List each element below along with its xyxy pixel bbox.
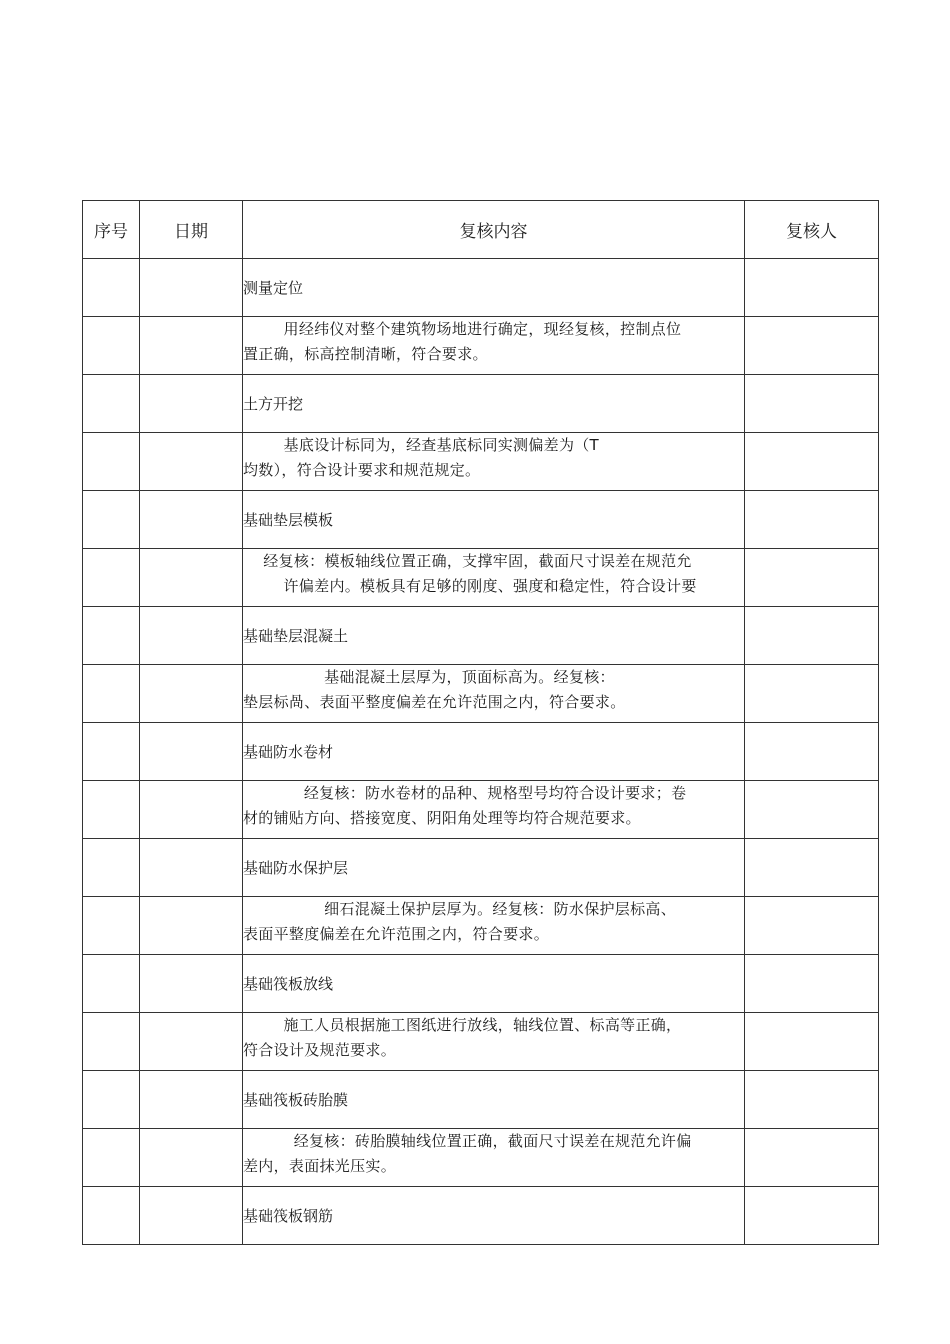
reviewer-cell — [745, 1071, 879, 1129]
item-title: 基础垫层混凝土 — [243, 626, 349, 645]
reviewer-cell — [745, 375, 879, 433]
item-title: 测量定位 — [243, 278, 304, 297]
index-cell — [83, 897, 140, 955]
item-title-cell — [243, 375, 745, 433]
item-description-wrap — [243, 1013, 744, 1063]
index-cell — [83, 317, 140, 375]
item-description-wrap — [243, 897, 744, 947]
item-title: 基础防水卷材 — [243, 742, 334, 761]
index-cell — [83, 665, 140, 723]
reviewer-cell — [745, 491, 879, 549]
reviewer-cell — [745, 665, 879, 723]
item-description-cell — [243, 549, 745, 607]
date-cell — [140, 955, 243, 1013]
item-title: 基础筏板砖胎膜 — [243, 1090, 349, 1109]
table-body — [83, 259, 879, 1245]
table-row — [83, 433, 879, 491]
table-row — [83, 491, 879, 549]
item-description-cell — [243, 665, 745, 723]
table-row — [83, 665, 879, 723]
item-description-cell — [243, 1013, 745, 1071]
table-row — [83, 259, 879, 317]
date-cell — [140, 549, 243, 607]
reviewer-cell — [745, 317, 879, 375]
table-row — [83, 549, 879, 607]
reviewer-cell — [745, 1187, 879, 1245]
item-description-cell — [243, 781, 745, 839]
review-table — [82, 200, 879, 1245]
date-cell — [140, 491, 243, 549]
index-cell — [83, 1129, 140, 1187]
index-cell — [83, 723, 140, 781]
item-description: 经复核：砖胎膜轴线位置正确，截面尺寸误差在规范允许偏 差内，表面抹光压实。 — [243, 1132, 692, 1175]
index-cell — [83, 375, 140, 433]
date-cell — [140, 317, 243, 375]
item-description-cell — [243, 897, 745, 955]
reviewer-cell — [745, 839, 879, 897]
reviewer-cell — [745, 781, 879, 839]
header-date: 日期 — [140, 201, 243, 259]
table-row — [83, 955, 879, 1013]
date-cell — [140, 607, 243, 665]
table-row — [83, 1013, 879, 1071]
index-cell — [83, 839, 140, 897]
item-description-wrap — [243, 665, 744, 715]
date-cell — [140, 665, 243, 723]
item-description: 基底设计标同为，经查基底标同实测偏差为（T 均数），符合设计要求和规范规定。 — [243, 436, 600, 479]
reviewer-cell — [745, 549, 879, 607]
index-cell — [83, 259, 140, 317]
date-cell — [140, 781, 243, 839]
item-description-wrap — [243, 1129, 744, 1179]
item-description-wrap — [243, 317, 744, 367]
table-row — [83, 1129, 879, 1187]
item-title: 基础筏板放线 — [243, 974, 334, 993]
item-title: 基础垫层模板 — [243, 510, 334, 529]
item-title-cell — [243, 839, 745, 897]
item-title-cell — [243, 259, 745, 317]
index-cell — [83, 549, 140, 607]
index-cell — [83, 1071, 140, 1129]
date-cell — [140, 839, 243, 897]
table-row — [83, 1071, 879, 1129]
item-title: 土方开挖 — [243, 394, 304, 413]
item-description-wrap — [243, 433, 744, 483]
date-cell — [140, 433, 243, 491]
item-title-cell — [243, 723, 745, 781]
item-title: 基础防水保护层 — [243, 858, 349, 877]
header-content: 复核内容 — [243, 201, 745, 259]
reviewer-cell — [745, 955, 879, 1013]
item-title: 基础筏板钢筋 — [243, 1206, 334, 1225]
item-description-wrap — [243, 781, 744, 831]
index-cell — [83, 781, 140, 839]
table-row — [83, 1187, 879, 1245]
item-description: 细石混凝土保护层厚为。经复核：防水保护层标高、 表面平整度偏差在允许范围之内，符合要求。 — [243, 900, 676, 943]
item-description: 经复核：模板轴线位置正确，支撑牢固，截面尺寸误差在规范允 许偏差内。模板具有足够的刚度、强度和稳定性，符合设计要 — [263, 552, 697, 595]
date-cell — [140, 897, 243, 955]
table-row — [83, 607, 879, 665]
item-description-wrap — [243, 549, 744, 599]
date-cell — [140, 1013, 243, 1071]
item-title-cell — [243, 1187, 745, 1245]
item-description-cell — [243, 1129, 745, 1187]
item-title-cell — [243, 607, 745, 665]
index-cell — [83, 1013, 140, 1071]
date-cell — [140, 1071, 243, 1129]
reviewer-cell — [745, 259, 879, 317]
item-title-cell — [243, 491, 745, 549]
header-row — [83, 201, 879, 259]
table-row — [83, 897, 879, 955]
index-cell — [83, 607, 140, 665]
item-description-cell — [243, 317, 745, 375]
table-row — [83, 375, 879, 433]
item-title-cell — [243, 955, 745, 1013]
table-row — [83, 723, 879, 781]
date-cell — [140, 1187, 243, 1245]
item-description-cell — [243, 433, 745, 491]
index-cell — [83, 491, 140, 549]
table-row — [83, 317, 879, 375]
index-cell — [83, 433, 140, 491]
header-index: 序号 — [83, 201, 140, 259]
table-row — [83, 839, 879, 897]
index-cell — [83, 955, 140, 1013]
item-description: 经复核：防水卷材的品种、规格型号均符合设计要求；卷 材的铺贴方向、搭接宽度、阴阳角处理等均符合规范要求。 — [243, 784, 687, 827]
reviewer-cell — [745, 897, 879, 955]
reviewer-cell — [745, 433, 879, 491]
index-cell — [83, 1187, 140, 1245]
reviewer-cell — [745, 1129, 879, 1187]
table-row — [83, 781, 879, 839]
reviewer-cell — [745, 723, 879, 781]
item-description: 基础混凝土层厚为，顶面标高为。经复核： 垫层标咼、表面平整度偏差在允许范围之内，符合要求。 — [243, 668, 626, 711]
reviewer-cell — [745, 1013, 879, 1071]
item-title-cell — [243, 1071, 745, 1129]
header-reviewer: 复核人 — [745, 201, 879, 259]
reviewer-cell — [745, 607, 879, 665]
item-description: 用经纬仪对整个建筑物场地进行确定，现经复核，控制点位 置正确，标高控制清晰，符合要求。 — [243, 320, 682, 363]
date-cell — [140, 259, 243, 317]
item-description: 施工人员根据施工图纸进行放线，轴线位置、标高等正确， 符合设计及规范要求。 — [243, 1016, 682, 1059]
date-cell — [140, 723, 243, 781]
date-cell — [140, 375, 243, 433]
date-cell — [140, 1129, 243, 1187]
